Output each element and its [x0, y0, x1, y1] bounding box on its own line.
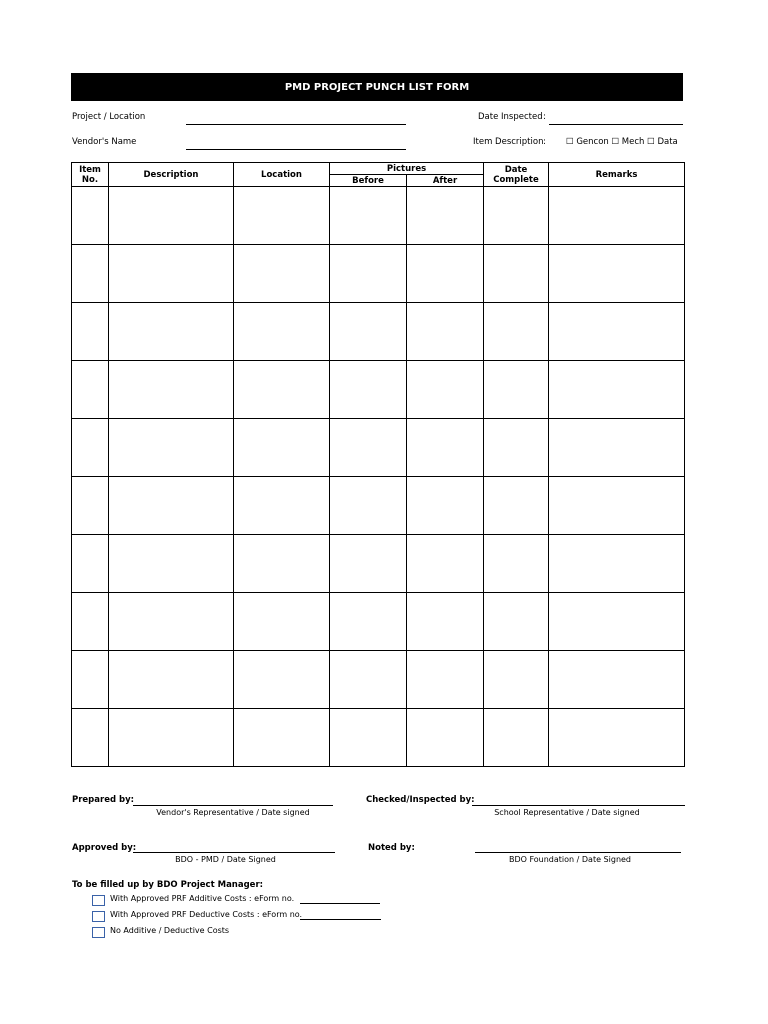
table-cell[interactable]	[330, 651, 407, 709]
approved-by-line[interactable]	[133, 852, 335, 853]
header-description: Description	[109, 163, 234, 187]
checked-by-label: Checked/Inspected by:	[366, 795, 475, 805]
additive-costs-label: With Approved PRF Additive Costs : eForm no.	[110, 894, 295, 903]
table-cell[interactable]	[484, 303, 549, 361]
table-cell[interactable]	[407, 245, 484, 303]
noted-by-line[interactable]	[475, 852, 681, 853]
table-cell[interactable]	[109, 303, 234, 361]
table-cell[interactable]	[330, 593, 407, 651]
table-cell[interactable]	[330, 477, 407, 535]
table-cell[interactable]	[234, 419, 330, 477]
table-cell[interactable]	[330, 361, 407, 419]
table-cell[interactable]	[549, 419, 685, 477]
table-row	[72, 477, 685, 535]
table-cell[interactable]	[484, 419, 549, 477]
table-row	[72, 419, 685, 477]
additive-eform-line[interactable]	[300, 903, 380, 904]
table-cell[interactable]	[484, 651, 549, 709]
table-cell[interactable]	[72, 303, 109, 361]
table-cell[interactable]	[330, 535, 407, 593]
header-item-no: Item No.	[72, 163, 109, 187]
table-cell[interactable]	[72, 535, 109, 593]
checked-by-sub: School Representative / Date signed	[494, 808, 640, 817]
table-cell[interactable]	[72, 245, 109, 303]
deductive-eform-line[interactable]	[300, 919, 381, 920]
table-row	[72, 651, 685, 709]
table-cell[interactable]	[72, 651, 109, 709]
form-title: PMD PROJECT PUNCH LIST FORM	[71, 73, 683, 101]
table-cell[interactable]	[330, 187, 407, 245]
item-description-colon: :	[543, 137, 546, 147]
table-cell[interactable]	[109, 245, 234, 303]
table-cell[interactable]	[234, 303, 330, 361]
table-row	[72, 303, 685, 361]
table-cell[interactable]	[549, 651, 685, 709]
table-cell[interactable]	[109, 361, 234, 419]
punch-list-table	[71, 162, 685, 767]
header-before: Before	[330, 175, 407, 187]
table-cell[interactable]	[109, 419, 234, 477]
table-cell[interactable]	[330, 419, 407, 477]
prepared-by-sub: Vendor's Representative / Date signed	[156, 808, 310, 817]
header-remarks: Remarks	[549, 163, 685, 187]
approved-by-label: Approved by:	[72, 843, 137, 853]
table-cell[interactable]	[72, 361, 109, 419]
table-cell[interactable]	[484, 187, 549, 245]
table-cell[interactable]	[234, 593, 330, 651]
table-cell[interactable]	[549, 477, 685, 535]
table-cell[interactable]	[549, 187, 685, 245]
table-cell[interactable]	[407, 709, 484, 767]
table-cell[interactable]	[484, 593, 549, 651]
table-row	[72, 361, 685, 419]
table-cell[interactable]	[72, 187, 109, 245]
table-cell[interactable]	[234, 187, 330, 245]
table-cell[interactable]	[407, 361, 484, 419]
table-cell[interactable]	[549, 303, 685, 361]
table-cell[interactable]	[109, 651, 234, 709]
table-cell[interactable]	[484, 709, 549, 767]
header-pictures: Pictures	[330, 163, 484, 175]
table-cell[interactable]	[234, 651, 330, 709]
table-cell[interactable]	[549, 361, 685, 419]
table-row	[72, 187, 685, 245]
noted-by-label: Noted by:	[368, 843, 415, 853]
table-cell[interactable]	[234, 477, 330, 535]
table-cell[interactable]	[407, 593, 484, 651]
table-cell[interactable]	[234, 361, 330, 419]
table-cell[interactable]	[330, 709, 407, 767]
table-cell[interactable]	[330, 245, 407, 303]
table-cell[interactable]	[109, 535, 234, 593]
table-cell[interactable]	[109, 477, 234, 535]
deductive-costs-label: With Approved PRF Deductive Costs : eForm no.	[110, 910, 303, 919]
item-description-options[interactable]: ☐ Gencon ☐ Mech ☐ Data	[566, 137, 678, 147]
table-cell[interactable]	[72, 477, 109, 535]
table-cell[interactable]	[234, 709, 330, 767]
table-cell[interactable]	[72, 709, 109, 767]
table-cell[interactable]	[407, 303, 484, 361]
noted-by-sub: BDO Foundation / Date Signed	[508, 855, 632, 864]
table-cell[interactable]	[549, 535, 685, 593]
table-cell[interactable]	[234, 535, 330, 593]
project-location-label: Project / Location	[72, 112, 146, 122]
vendor-name-field[interactable]	[186, 149, 406, 150]
date-inspected-colon: :	[543, 112, 546, 122]
header-date-complete: Date Complete	[484, 163, 549, 187]
table-row	[72, 535, 685, 593]
project-location-field[interactable]	[186, 124, 406, 125]
table-cell[interactable]	[407, 535, 484, 593]
approved-by-sub: BDO - PMD / Date Signed	[175, 855, 276, 864]
table-cell[interactable]	[484, 361, 549, 419]
pm-section-heading: To be filled up by BDO Project Manager:	[72, 880, 264, 890]
table-cell[interactable]	[109, 187, 234, 245]
table-cell[interactable]	[549, 709, 685, 767]
header-after: After	[407, 175, 484, 187]
prepared-by-line[interactable]	[133, 805, 333, 806]
table-cell[interactable]	[407, 419, 484, 477]
header-location: Location	[234, 163, 330, 187]
table-row	[72, 593, 685, 651]
table-cell[interactable]	[484, 477, 549, 535]
date-inspected-field[interactable]	[549, 124, 683, 125]
vendor-name-label: Vendor's Name	[72, 137, 137, 147]
item-description-label: Item Description	[473, 137, 544, 147]
table-cell[interactable]	[72, 593, 109, 651]
table-cell[interactable]	[234, 245, 330, 303]
table-row	[72, 709, 685, 767]
table-cell[interactable]	[484, 245, 549, 303]
deductive-costs-checkbox[interactable]	[92, 911, 105, 922]
table-cell[interactable]	[407, 187, 484, 245]
table-cell[interactable]	[484, 535, 549, 593]
no-costs-label: No Additive / Deductive Costs	[110, 926, 230, 935]
table-cell[interactable]	[407, 477, 484, 535]
table-cell[interactable]	[72, 419, 109, 477]
no-costs-checkbox[interactable]	[92, 927, 105, 938]
prepared-by-label: Prepared by:	[72, 795, 135, 805]
table-cell[interactable]	[549, 593, 685, 651]
table-row	[72, 245, 685, 303]
additive-costs-checkbox[interactable]	[92, 895, 105, 906]
table-cell[interactable]	[109, 593, 234, 651]
table-cell[interactable]	[109, 709, 234, 767]
table-cell[interactable]	[549, 245, 685, 303]
table-cell[interactable]	[407, 651, 484, 709]
checked-by-line[interactable]	[472, 805, 685, 806]
date-inspected-label: Date Inspected	[478, 112, 543, 122]
table-cell[interactable]	[330, 303, 407, 361]
